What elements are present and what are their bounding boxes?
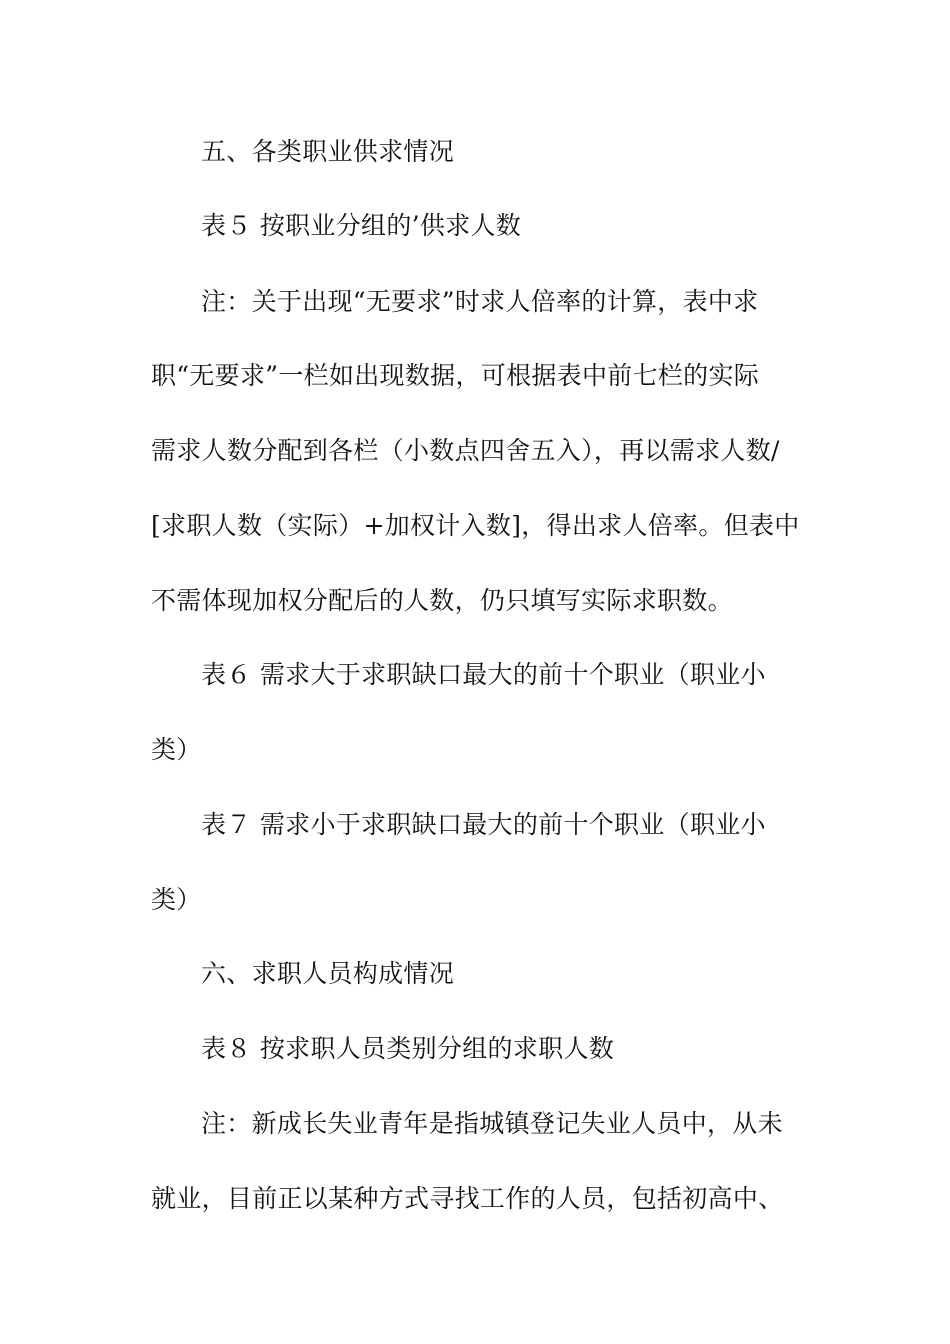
note-line-7: 就业，目前正以某种方式寻找工作的人员，包括初高中、 [151, 1184, 784, 1213]
section-heading-6: 六、求职人员构成情况 [201, 959, 455, 988]
section-heading-5: 五、各类职业供求情况 [201, 137, 455, 166]
table-caption-6: 表６ 需求大于求职缺口最大的前十个职业（职业小 [201, 660, 766, 689]
note-line-5: 不需体现加权分配后的人数，仍只填写实际求职数。 [151, 586, 733, 615]
table-caption-8: 表８ 按求职人员类别分组的求职人数 [201, 1034, 615, 1063]
note-line-6: 注：新成长失业青年是指城镇登记失业人员中，从未 [201, 1109, 783, 1138]
table-caption-6-cont: 类） [151, 735, 202, 764]
note-line-1: 注：关于出现“无要求”时求人倍率的计算，表中求 [201, 287, 759, 316]
table-caption-5: 表５ 按职业分组的’供求人数 [201, 211, 522, 240]
table-caption-7: 表７ 需求小于求职缺口最大的前十个职业（职业小 [201, 810, 766, 839]
note-line-4: [求职人数（实际）+加权计入数]，得出求人倍率。但表中 [151, 511, 800, 540]
table-caption-7-cont: 类） [151, 885, 202, 914]
note-line-3: 需求人数分配到各栏（小数点四舍五入），再以需求人数/ [151, 436, 780, 465]
note-line-2: 职“无要求”一栏如出现数据，可根据表中前七栏的实际 [151, 361, 760, 390]
